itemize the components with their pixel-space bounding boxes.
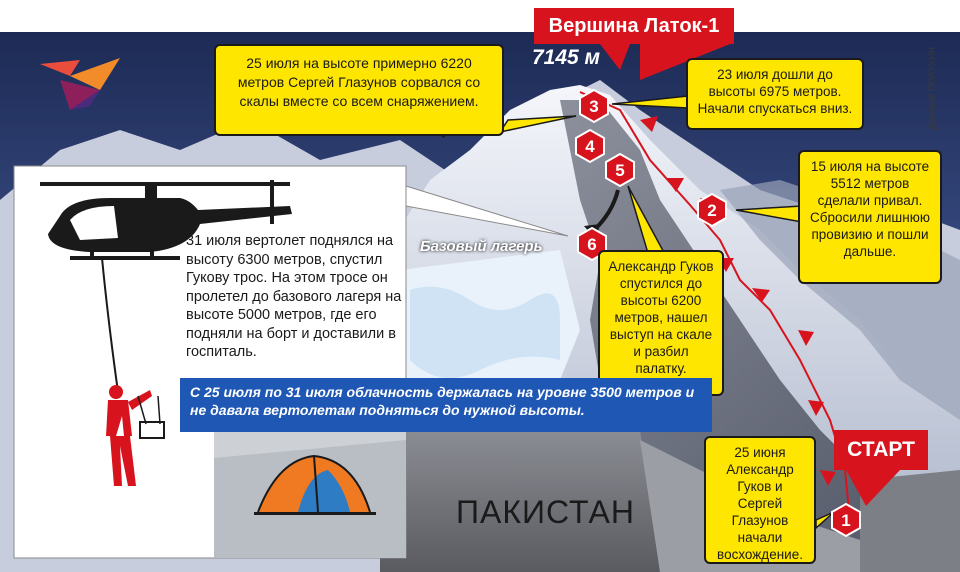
marker-label: 2 [707, 201, 717, 220]
clouds-note: С 25 июля по 31 июля облачность держалась на уровне 3500 метров и не давала вертолетам подняться до нужной высоты. [180, 378, 712, 432]
callout-tent: Александр Гуков спустился до высоты 6200 метров, нашел выступ на скале и разбил палатку. [598, 250, 724, 396]
callout-turnaround: 23 июля дошли до высоты 6975 метров. Начали спускаться вниз. [686, 58, 864, 130]
marker-2 [698, 194, 726, 226]
author-credit: Дмитрий ПОЛУХИН [927, 47, 937, 130]
callout-fall: 25 июля на высоте примерно 6220 метров Сергей Глазунов сорвался со скалы вместе со всем снаряжением. [214, 44, 504, 136]
marker-label: 5 [615, 161, 625, 180]
marker-label: 4 [585, 137, 595, 156]
callout-rest-stop: 15 июля на высоте 5512 метров сделали привал. Сбросили лишнюю провизию и пошли дальше. [798, 150, 942, 284]
summit-banner: Вершина Латок-1 [534, 8, 734, 44]
marker-5 [606, 154, 634, 186]
country-label: ПАКИСТАН [456, 494, 635, 530]
summit-height: 7145 м [532, 46, 601, 69]
callout-start: 25 июня Александр Гуков и Сергей Глазунов начали восхождение. [704, 436, 816, 564]
marker-label: 3 [589, 97, 599, 116]
marker-label: 6 [587, 235, 597, 254]
marker-1 [832, 504, 860, 536]
marker-4 [576, 130, 604, 162]
marker-label: 1 [841, 511, 851, 530]
helicopter-rescue-text: 31 июля вертолет поднялся на высоту 6300 метров, спустил Гукову трос. На этом тросе он пролетел до базового лагеря на высоте 5000 метров, где его подняли на борт и доставили в госпиталь. [186, 233, 402, 360]
marker-3 [580, 90, 608, 122]
start-label: СТАРТ [834, 430, 928, 470]
base-camp-label: Базовый лагерь [420, 238, 543, 255]
